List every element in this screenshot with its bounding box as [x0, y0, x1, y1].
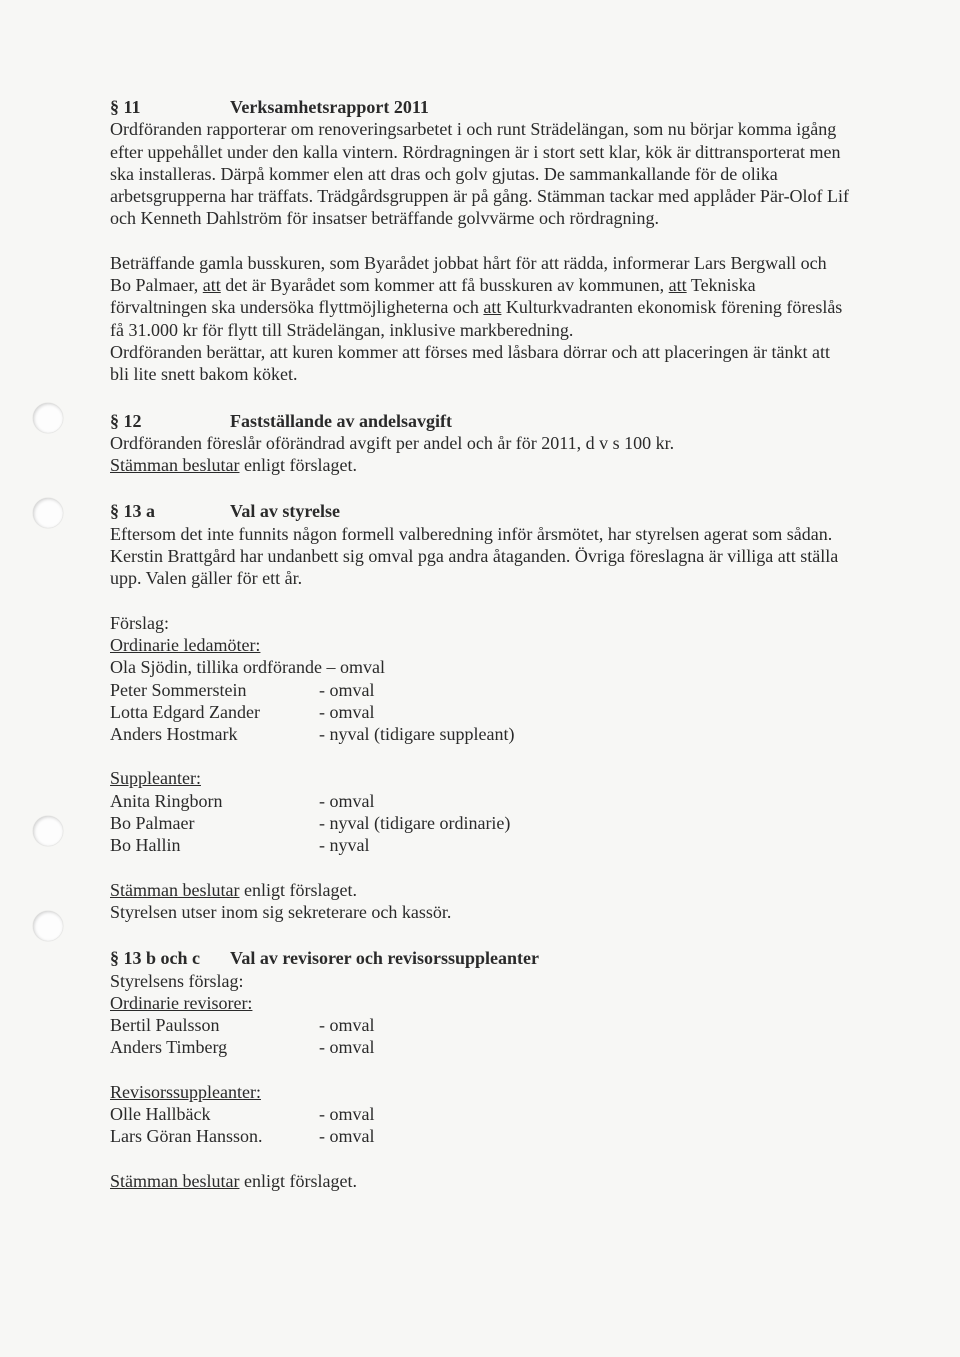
- list-item: Bertil Paulsson - omval: [110, 1015, 375, 1036]
- punch-hole: [33, 403, 63, 433]
- list-heading: Revisorssuppleanter:: [110, 1081, 261, 1102]
- list-item: Bo Hallin - nyval: [110, 835, 370, 856]
- list-item: Bo Palmaer - nyval (tidigare ordinarie): [110, 813, 511, 834]
- paragraph: Eftersom det inte funnits någon formell valberedning inför årsmötet, har styrelsen agerat som sådan. Kerstin Brattgård har undanbett sig omval pga andra åtaganden. Övriga föreslagna är villiga att ställa upp. Valen gäller för ett år.: [110, 523, 839, 589]
- list-item: Lotta Edgard Zander - omval: [110, 701, 375, 722]
- list-item: Anders Hostmark - nyval (tidigare suppleant): [110, 724, 515, 745]
- list-item: Ola Sjödin, tillika ordförande – omval: [110, 657, 385, 678]
- list-heading: Ordinarie revisorer:: [110, 992, 253, 1013]
- list-item: Olle Hallbäck - omval: [110, 1103, 375, 1124]
- section-heading-11: [110, 96, 850, 118]
- list-item: Anders Timberg - omval: [110, 1037, 375, 1058]
- section-title: Val av styrelse: [230, 501, 340, 522]
- paragraph: Ordföranden rapporterar om renoveringsarbetet i och runt Strädelängan, som nu börjar komma igång efter uppehållet under den kalla vintern. Rördragningen är i stort sett klar, kök är dittransporterat men ska installeras. Därpå kommer elen att dras och golv gjutas. De sammankallande för de olika arbetsgrupperna har träffats. Trädgårdsgruppen är på gång. Stämman tackar med applåder Pär-Olof Lif och Kenneth Dahlström för insatser beträffande golvvärme och rördragning.: [110, 119, 850, 229]
- label: Förslag:: [110, 612, 170, 633]
- list-heading: Ordinarie ledamöter:: [110, 634, 261, 655]
- section-heading-13a: [110, 500, 850, 522]
- section-number: § 13 a: [110, 501, 155, 522]
- section-title: Verksamhetsrapport 2011: [230, 97, 429, 117]
- paragraph: Beträffande gamla busskuren, som Byarådet jobbat hårt för att rädda, informerar Lars Bergwall och Bo Palmaer, att det är Byarådet som kommer att få busskuren av kommunen, att Tekniska förvaltningen ska undersöka flyttmöjligheterna och att Kulturkvadranten ekonomisk förening föreslås få 31.000 kr för flytt till Strädelängan, inklusive markberedning.: [110, 252, 843, 340]
- label: Styrelsens förslag:: [110, 970, 244, 991]
- decision: Stämman beslutar enligt förslaget.: [110, 879, 357, 900]
- decision: Stämman beslutar enligt förslaget.: [110, 455, 357, 476]
- section-number: § 13 b och c: [110, 948, 200, 969]
- section-number: § 12: [110, 410, 142, 431]
- list-heading: Suppleanter:: [110, 768, 201, 789]
- punch-hole: [33, 498, 63, 528]
- decision: Stämman beslutar enligt förslaget.: [110, 1170, 357, 1191]
- section-title: Val av revisorer och revisorssuppleanter: [230, 948, 539, 969]
- paragraph: Ordföranden berättar, att kuren kommer att förses med låsbara dörrar och att placeringen är tänkt att bli lite snett bakom köket.: [110, 341, 830, 385]
- punch-hole: [33, 911, 63, 941]
- section-heading-13bc: [110, 947, 850, 969]
- section-number: § 11: [110, 97, 141, 117]
- list-item: Lars Göran Hansson. - omval: [110, 1126, 375, 1147]
- list-item: Anita Ringborn - omval: [110, 790, 375, 811]
- punch-hole: [33, 816, 63, 846]
- paragraph: Styrelsen utser inom sig sekreterare och kassör.: [110, 901, 452, 922]
- section-title: Fastställande av andelsavgift: [230, 410, 453, 431]
- section-heading-12: [110, 410, 850, 432]
- paragraph: Ordföranden föreslår oförändrad avgift per andel och år för 2011, d v s 100 kr.: [110, 432, 675, 453]
- document-body: [110, 96, 850, 1192]
- list-item: Peter Sommerstein - omval: [110, 679, 375, 700]
